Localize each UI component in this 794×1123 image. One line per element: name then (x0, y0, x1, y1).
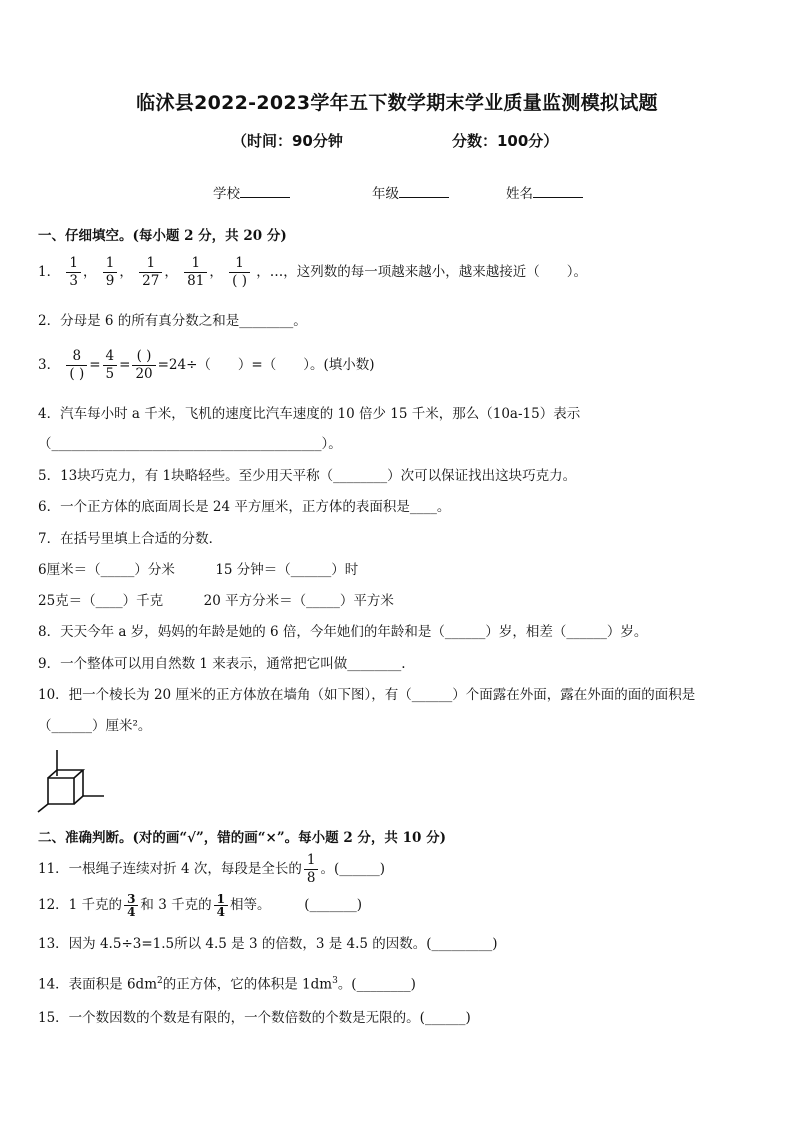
q12-frac-2: $\frac{1}{4}$ (214, 893, 228, 918)
question-6: 6．一个正方体的底面周长是 24 平方厘米，正方体的表面积是____。 (38, 499, 451, 515)
question-13: 13．因为 4.5÷3=1.5所以 4.5 是 3 的倍数，3 是 4.5 的因数。(_________) (38, 936, 498, 952)
question-7: 7．在括号里填上合适的分数． (38, 531, 223, 547)
name-blank[interactable] (533, 183, 583, 198)
q1-frac-4: $\frac{1}{81}$ (184, 255, 207, 290)
school-label: 学校 (213, 186, 240, 202)
question-5: 5．13块巧克力，有 1块略轻些。至少用天平称（________）次可以保证找出这块巧克力。 (38, 468, 577, 484)
grade-blank[interactable] (399, 183, 449, 198)
section-fill-blank: 一、仔细填空。(每小题 2 分，共 20 分) (38, 228, 287, 244)
total-score: 分数：100分） (452, 132, 559, 150)
question-4-line-2[interactable]: （________________________________________）。 (38, 436, 342, 452)
section-true-false: 二、准确判断。(对的画“√”，错的画“×”。每小题 2 分，共 10 分) (38, 830, 446, 846)
school-blank[interactable] (240, 183, 290, 198)
question-14: 14．表面积是 $6dm^2$的正方体，它的体积是 $1dm^3$。(________) (38, 976, 416, 993)
school-field (213, 182, 290, 202)
cube-corner-figure (36, 748, 108, 814)
grade-label: 年级 (372, 186, 399, 202)
question-10-line-2: （______）厘米²。 (38, 718, 152, 734)
q1-frac-1: $\frac{1}{3}$ (66, 255, 81, 290)
question-3: 3． $\frac{8}{( )}$ = $\frac{4}{5}$ = $\frac{( )}{20}$ =24÷（ ）=（ ）。(填小数) (38, 348, 375, 382)
question-1: 1． $\frac{1}{3}$ ， $\frac{1}{9}$ ， $\frac{1}{27}$ ， $\frac{1}{81}$ ， $\frac{1}{( )}$ ，…，这列数的每一项越来越小，越来越接近（ ）。 (38, 255, 588, 289)
q3-frac-1[interactable]: $\frac{8}{( )}$ (66, 348, 87, 383)
q1-frac-5[interactable]: $\frac{1}{( )}$ (229, 255, 250, 290)
time-limit: （时间：90分钟 (232, 132, 343, 150)
grade-field (372, 182, 449, 202)
q1-frac-2: $\frac{1}{9}$ (103, 255, 118, 290)
exam-title: 临沭县2022-2023学年五下数学期末学业质量监测模拟试题 (136, 92, 658, 114)
question-7-row-2: 25克＝（____）千克 20 平方分米＝（_____）平方米 (38, 593, 394, 609)
name-field (506, 182, 583, 202)
question-7-row-1: 6厘米＝（_____）分米 15 分钟＝（______）时 (38, 562, 359, 578)
question-2: 2．分母是 6 的所有真分数之和是________。 (38, 313, 307, 329)
question-10-line-1: 10．把一个棱长为 20 厘米的正方体放在墙角（如下图），有（______）个面露在外面，露在外面的面的面积是 (38, 687, 696, 703)
question-4-line-1: 4．汽车每小时 a 千米，飞机的速度比汽车速度的 10 倍少 15 千米，那么（10a-15）表示 (38, 406, 581, 422)
name-label: 姓名 (506, 186, 533, 202)
q3-frac-2: $\frac{4}{5}$ (103, 348, 118, 383)
question-11: 11．一根绳子连续对折 4 次，每段是全长的 $\frac{1}{8}$ 。(______) (38, 852, 385, 886)
question-8: 8．天天今年 a 岁，妈妈的年龄是她的 6 倍，今年她们的年龄和是（______）岁，相差（______）岁。 (38, 624, 648, 640)
q3-frac-3[interactable]: $\frac{( )}{20}$ (132, 348, 155, 383)
q1-frac-3: $\frac{1}{27}$ (139, 255, 162, 290)
question-12: 12．1 千克的 $\frac{3}{4}$ 和 3 千克的 $\frac{1}{4}$ 相等。 (_______) (38, 892, 362, 919)
question-15: 15．一个数因数的个数是有限的，一个数倍数的个数是无限的。(______) (38, 1010, 471, 1026)
q11-frac: $\frac{1}{8}$ (304, 852, 319, 887)
q12-frac-1: $\frac{3}{4}$ (124, 893, 138, 918)
question-9: 9．一个整体可以用自然数 1 来表示，通常把它叫做________. (38, 656, 406, 672)
